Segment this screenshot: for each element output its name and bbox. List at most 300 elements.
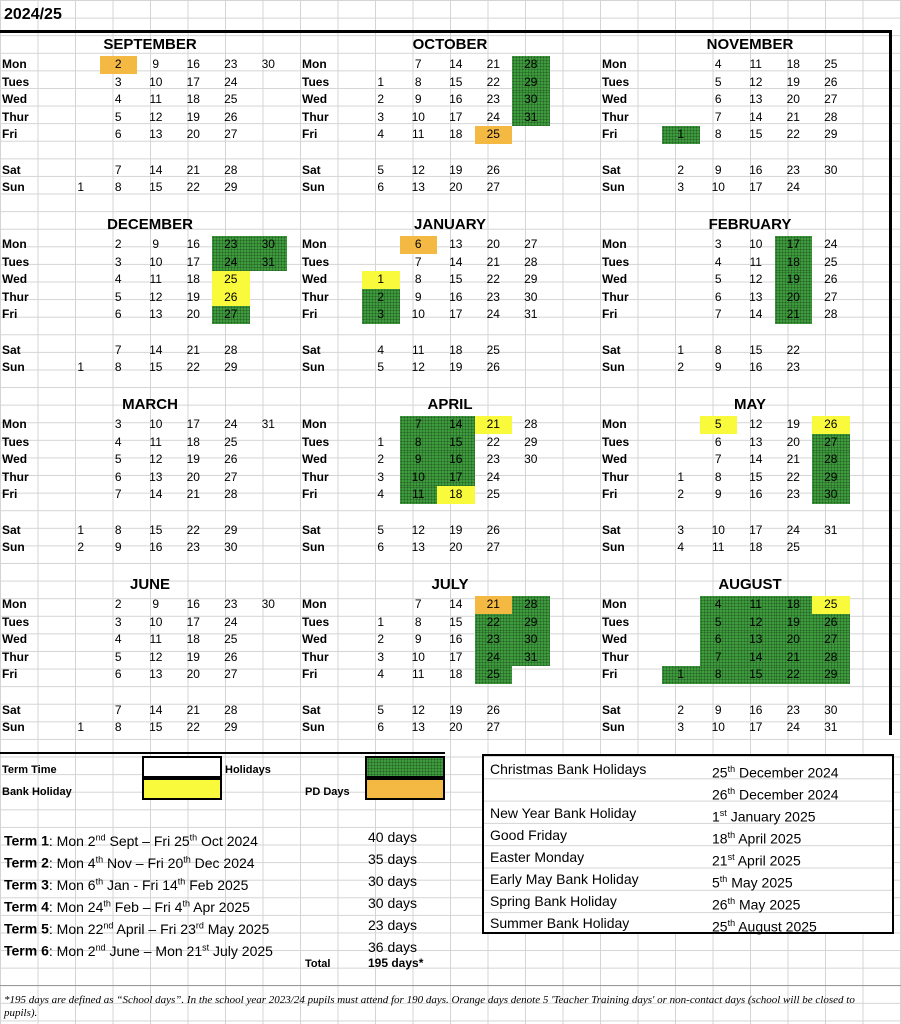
day-cell: 31 xyxy=(512,649,550,667)
weekday-label: Sat xyxy=(2,702,21,717)
day-cell: 14 xyxy=(749,109,763,124)
day-cell: 9 xyxy=(714,487,722,502)
day-cell xyxy=(512,126,550,144)
weekday-label: Mon xyxy=(302,597,327,611)
day-cell: 8 xyxy=(114,720,122,735)
day-cell: 5 xyxy=(377,702,385,717)
day-cell: 9 xyxy=(152,57,160,71)
day-cell: 4 xyxy=(700,596,738,614)
month-name: DECEMBER xyxy=(107,216,193,233)
weekday-label: Tues xyxy=(2,74,30,89)
month-december xyxy=(0,216,300,396)
weekday-label: Thur xyxy=(602,469,629,484)
weekday-label: Wed xyxy=(602,632,628,647)
day-cell: 4 xyxy=(377,667,385,682)
day-cell: 27 xyxy=(824,92,838,107)
day-cell: 27 xyxy=(824,289,838,304)
legend-bank-holiday-swatch xyxy=(142,778,222,800)
day-cell: 23 xyxy=(486,289,500,304)
day-cell: 7 xyxy=(114,487,122,502)
weekday-label: Thur xyxy=(602,109,629,124)
weekday-label: Wed xyxy=(302,92,328,107)
day-cell: 19 xyxy=(186,452,200,467)
day-cell: 4 xyxy=(114,272,122,287)
day-cell: 20 xyxy=(486,237,500,251)
day-cell xyxy=(62,342,100,360)
day-cell: 9 xyxy=(152,237,160,251)
day-cell: 29 xyxy=(512,614,550,632)
day-cell xyxy=(250,631,288,649)
weekday-label: Mon xyxy=(602,597,627,611)
day-cell: 9 xyxy=(400,451,438,469)
day-cell: 6 xyxy=(377,540,385,555)
day-cell xyxy=(662,109,700,127)
day-cell: 4 xyxy=(114,92,122,107)
day-cell xyxy=(62,666,100,684)
day-cell: 10 xyxy=(749,237,763,251)
day-cell: 11 xyxy=(412,342,425,357)
bank-holiday-date: 1st January 2025 xyxy=(712,808,816,825)
day-cell: 6 xyxy=(400,236,438,254)
day-cell: 26 xyxy=(486,360,500,375)
weekday-label: Mon xyxy=(2,237,27,251)
day-cell: 26 xyxy=(812,614,850,632)
day-cell: 8 xyxy=(114,180,122,195)
day-cell: 29 xyxy=(524,434,538,449)
day-cell: 7 xyxy=(714,307,722,322)
day-cell: 17 xyxy=(749,522,763,537)
day-cell: 18 xyxy=(775,596,813,614)
day-cell xyxy=(812,179,850,197)
term-dates: : Mon 6th Jan - Fri 14th Feb 2025 xyxy=(48,876,249,893)
day-cell xyxy=(512,719,550,737)
day-cell xyxy=(662,631,700,649)
day-cell: 14 xyxy=(449,254,463,269)
weekday-label: Wed xyxy=(302,452,328,467)
day-cell: 14 xyxy=(149,487,163,502)
day-cell: 13 xyxy=(149,667,163,682)
weekday-label: Mon xyxy=(302,417,327,431)
day-cell: 21 xyxy=(775,649,813,667)
day-cell xyxy=(62,486,100,504)
day-cell xyxy=(62,271,100,289)
day-cell: 23 xyxy=(224,57,238,71)
bank-holiday-row xyxy=(490,913,890,933)
day-cell: 24 xyxy=(486,469,500,484)
divider xyxy=(0,985,901,986)
weekday-label: Sun xyxy=(302,540,325,555)
day-cell: 13 xyxy=(737,631,775,649)
day-cell: 22 xyxy=(775,666,813,684)
day-cell: 7 xyxy=(714,109,722,124)
day-cell xyxy=(812,342,850,360)
day-cell xyxy=(362,56,400,74)
weekday-label: Wed xyxy=(302,632,328,647)
day-cell xyxy=(662,596,700,614)
day-cell xyxy=(250,109,288,127)
day-cell: 15 xyxy=(749,342,763,357)
day-cell: 22 xyxy=(486,74,500,89)
day-cell: 30 xyxy=(250,236,288,254)
month-name: NOVEMBER xyxy=(706,36,794,53)
day-cell: 28 xyxy=(224,487,238,502)
day-cell: 15 xyxy=(749,469,763,484)
weekday-label: Sun xyxy=(602,360,625,375)
day-cell xyxy=(62,74,100,92)
weekday-label: Sat xyxy=(302,522,321,537)
month-name: MAY xyxy=(734,396,766,413)
bank-holiday-table xyxy=(482,754,894,934)
day-cell: 9 xyxy=(714,162,722,177)
bank-holiday-row xyxy=(490,891,890,911)
day-cell: 16 xyxy=(449,289,463,304)
day-cell: 23 xyxy=(786,487,800,502)
day-cell: 16 xyxy=(186,237,200,251)
day-cell: 10 xyxy=(149,74,163,89)
term-name: Term 5 xyxy=(4,920,49,937)
day-cell: 12 xyxy=(149,289,163,304)
day-cell: 30 xyxy=(261,597,275,611)
day-cell: 23 xyxy=(475,631,513,649)
day-cell: 12 xyxy=(749,74,763,89)
day-cell: 18 xyxy=(749,540,763,555)
weekday-label: Thur xyxy=(2,109,29,124)
day-cell: 2 xyxy=(100,56,138,74)
month-february xyxy=(600,216,900,396)
day-cell: 20 xyxy=(186,469,200,484)
day-cell: 7 xyxy=(114,702,122,717)
day-cell: 23 xyxy=(212,236,250,254)
weekday-label: Fri xyxy=(602,127,618,142)
day-cell xyxy=(62,614,100,632)
day-cell: 1 xyxy=(77,180,85,195)
day-cell: 29 xyxy=(224,522,238,537)
day-cell: 9 xyxy=(414,92,422,107)
day-cell: 2 xyxy=(377,632,385,647)
day-cell: 4 xyxy=(677,540,685,555)
day-cell xyxy=(662,74,700,92)
day-cell: 26 xyxy=(212,289,250,307)
day-cell: 10 xyxy=(149,614,163,629)
weekday-label: Sun xyxy=(602,720,625,735)
bank-holiday-date: 21st April 2025 xyxy=(712,852,801,869)
weekday-label: Mon xyxy=(302,57,327,71)
day-cell: 10 xyxy=(711,522,725,537)
day-cell: 18 xyxy=(186,632,200,647)
weekday-label: Thur xyxy=(302,649,329,664)
day-cell: 19 xyxy=(186,289,200,304)
day-cell: 2 xyxy=(362,289,400,307)
day-cell: 20 xyxy=(449,720,463,735)
day-cell: 6 xyxy=(714,92,722,107)
term-days: 40 days xyxy=(368,829,418,845)
term-dates: : Mon 24th Feb – Fri 4th Apr 2025 xyxy=(48,898,250,915)
day-cell: 28 xyxy=(524,254,538,269)
day-cell: 13 xyxy=(149,307,163,322)
day-cell: 3 xyxy=(677,180,685,195)
day-cell: 6 xyxy=(714,434,722,449)
day-cell: 26 xyxy=(224,649,238,664)
day-cell: 10 xyxy=(711,180,725,195)
day-cell: 25 xyxy=(224,92,238,107)
day-cell: 16 xyxy=(186,57,200,71)
day-cell: 24 xyxy=(486,109,500,124)
weekday-label: Sun xyxy=(302,720,325,735)
day-cell: 3 xyxy=(377,109,385,124)
term-days: 36 days xyxy=(368,939,418,955)
day-cell: 12 xyxy=(411,702,425,717)
weekday-label: Sun xyxy=(2,720,25,735)
day-cell: 11 xyxy=(400,486,438,504)
weekday-label: Thur xyxy=(602,289,629,304)
weekday-label: Tues xyxy=(2,434,30,449)
day-cell: 20 xyxy=(775,289,813,307)
day-cell xyxy=(250,162,288,180)
bank-holiday-name: Christmas Bank Holidays xyxy=(490,761,647,777)
day-cell xyxy=(250,126,288,144)
day-cell: 27 xyxy=(524,237,538,251)
day-cell: 22 xyxy=(486,434,500,449)
term-dates: : Mon 4th Nov – Fri 20th Dec 2024 xyxy=(48,854,255,871)
day-cell: 26 xyxy=(824,74,838,89)
weekday-label: Mon xyxy=(2,57,27,71)
weekday-label: Mon xyxy=(2,417,27,431)
day-cell: 21 xyxy=(775,306,813,324)
day-cell: 22 xyxy=(786,342,800,357)
day-cell: 20 xyxy=(186,667,200,682)
day-cell: 29 xyxy=(224,360,238,375)
day-cell: 20 xyxy=(775,631,813,649)
month-name: MARCH xyxy=(122,396,178,413)
day-cell: 25 xyxy=(824,254,838,269)
day-cell: 27 xyxy=(812,434,850,452)
bank-holiday-name: New Year Bank Holiday xyxy=(490,805,637,821)
day-cell: 3 xyxy=(377,469,385,484)
term-row xyxy=(4,848,474,870)
day-cell: 8 xyxy=(714,127,722,142)
day-cell: 18 xyxy=(449,667,463,682)
day-cell xyxy=(662,451,700,469)
day-cell: 12 xyxy=(411,522,425,537)
day-cell: 8 xyxy=(700,666,738,684)
day-cell xyxy=(512,522,550,540)
day-cell: 10 xyxy=(149,254,163,269)
weekday-label: Thur xyxy=(602,649,629,664)
day-cell xyxy=(512,486,550,504)
day-cell xyxy=(512,539,550,557)
day-cell: 12 xyxy=(749,272,763,287)
month-july xyxy=(300,576,600,756)
term-row xyxy=(4,892,474,914)
day-cell: 11 xyxy=(749,57,762,71)
day-cell xyxy=(662,416,700,434)
day-cell: 11 xyxy=(712,540,725,555)
day-cell xyxy=(62,236,100,254)
day-cell: 9 xyxy=(714,702,722,717)
day-cell: 15 xyxy=(749,127,763,142)
day-cell xyxy=(250,451,288,469)
day-cell: 24 xyxy=(486,307,500,322)
term-dates: : Mon 22nd April – Fri 23rd May 2025 xyxy=(48,920,270,937)
term-days: 35 days xyxy=(368,851,418,867)
legend-pd-days-swatch xyxy=(365,778,445,800)
weekday-label: Sun xyxy=(602,180,625,195)
day-cell: 20 xyxy=(786,434,800,449)
day-cell: 3 xyxy=(714,237,722,251)
weekday-label: Thur xyxy=(302,469,329,484)
day-cell: 15 xyxy=(449,74,463,89)
day-cell: 28 xyxy=(224,342,238,357)
day-cell: 2 xyxy=(77,540,85,555)
bank-holiday-name: Easter Monday xyxy=(490,849,585,865)
bank-holiday-date: 5th May 2025 xyxy=(712,874,793,891)
day-cell: 23 xyxy=(224,597,238,611)
day-cell xyxy=(362,236,400,254)
weekday-label: Sun xyxy=(2,540,25,555)
day-cell: 18 xyxy=(449,127,463,142)
day-cell: 5 xyxy=(377,360,385,375)
day-cell: 14 xyxy=(749,452,763,467)
term-days: 30 days xyxy=(368,873,418,889)
day-cell: 16 xyxy=(749,162,763,177)
day-cell: 16 xyxy=(437,451,475,469)
day-cell: 13 xyxy=(411,180,425,195)
bank-holiday-row xyxy=(490,759,890,779)
day-cell: 13 xyxy=(749,289,763,304)
day-cell: 16 xyxy=(749,360,763,375)
day-cell: 1 xyxy=(377,74,385,89)
day-cell: 25 xyxy=(224,434,238,449)
day-cell: 18 xyxy=(186,272,200,287)
day-cell: 26 xyxy=(486,702,500,717)
day-cell xyxy=(62,162,100,180)
day-cell: 22 xyxy=(475,614,513,632)
day-cell xyxy=(62,254,100,272)
weekday-label: Tues xyxy=(602,254,630,269)
day-cell: 9 xyxy=(152,597,160,611)
day-cell: 6 xyxy=(114,307,122,322)
day-cell: 19 xyxy=(186,649,200,664)
day-cell: 27 xyxy=(224,667,238,682)
day-cell: 4 xyxy=(377,487,385,502)
day-cell: 2 xyxy=(677,487,685,502)
day-cell: 6 xyxy=(377,180,385,195)
day-cell: 1 xyxy=(677,342,685,357)
weekday-label: Mon xyxy=(602,237,627,251)
bank-holiday-name: Good Friday xyxy=(490,827,568,843)
day-cell xyxy=(62,289,100,307)
weekday-label: Fri xyxy=(2,487,18,502)
day-cell: 2 xyxy=(677,702,685,717)
day-cell: 28 xyxy=(524,417,538,431)
day-cell: 3 xyxy=(677,522,685,537)
day-cell: 9 xyxy=(714,360,722,375)
day-cell: 12 xyxy=(737,614,775,632)
day-cell: 22 xyxy=(186,720,200,735)
day-cell: 7 xyxy=(714,452,722,467)
weekday-label: Sun xyxy=(302,180,325,195)
month-name: JULY xyxy=(431,576,469,593)
day-cell: 6 xyxy=(114,667,122,682)
day-cell: 8 xyxy=(114,360,122,375)
day-cell xyxy=(62,649,100,667)
month-name: OCTOBER xyxy=(412,36,488,53)
day-cell: 9 xyxy=(114,540,122,555)
day-cell: 16 xyxy=(749,702,763,717)
day-cell: 27 xyxy=(486,540,500,555)
day-cell: 3 xyxy=(114,74,122,89)
day-cell: 8 xyxy=(114,522,122,537)
day-cell: 10 xyxy=(400,469,438,487)
day-cell: 13 xyxy=(149,469,163,484)
day-cell: 6 xyxy=(700,631,738,649)
day-cell xyxy=(362,416,400,434)
day-cell: 20 xyxy=(449,540,463,555)
weekday-label: Sat xyxy=(602,162,621,177)
day-cell: 6 xyxy=(114,469,122,484)
weekday-label: Sat xyxy=(2,162,21,177)
term-row xyxy=(4,936,474,958)
day-cell: 28 xyxy=(512,596,550,614)
day-cell xyxy=(250,342,288,360)
day-cell: 19 xyxy=(449,360,463,375)
day-cell: 15 xyxy=(149,360,163,375)
day-cell: 23 xyxy=(786,702,800,717)
day-cell: 15 xyxy=(449,272,463,287)
day-cell: 20 xyxy=(786,92,800,107)
bank-holiday-row xyxy=(490,869,890,889)
day-cell: 24 xyxy=(786,522,800,537)
day-cell: 1 xyxy=(662,666,700,684)
weekday-label: Wed xyxy=(2,92,28,107)
weekday-label: Fri xyxy=(302,667,318,682)
weekday-label: Sat xyxy=(302,702,321,717)
day-cell: 5 xyxy=(114,649,122,664)
day-cell: 15 xyxy=(449,614,463,629)
day-cell: 17 xyxy=(186,254,200,269)
day-cell xyxy=(362,596,400,614)
day-cell: 26 xyxy=(824,272,838,287)
day-cell: 5 xyxy=(377,162,385,177)
day-cell: 24 xyxy=(224,614,238,629)
day-cell xyxy=(250,74,288,92)
day-cell: 31 xyxy=(824,522,838,537)
day-cell: 27 xyxy=(486,180,500,195)
legend-term-time-swatch xyxy=(142,756,222,778)
day-cell: 15 xyxy=(149,522,163,537)
weekday-label: Wed xyxy=(2,632,28,647)
day-cell: 5 xyxy=(377,522,385,537)
day-cell: 23 xyxy=(786,162,800,177)
day-cell: 18 xyxy=(186,92,200,107)
day-cell: 5 xyxy=(700,614,738,632)
day-cell: 30 xyxy=(512,631,550,649)
month-march xyxy=(0,396,300,576)
day-cell: 20 xyxy=(186,127,200,142)
day-cell: 22 xyxy=(186,522,200,537)
day-cell: 18 xyxy=(775,254,813,272)
day-cell xyxy=(512,342,550,360)
day-cell xyxy=(662,236,700,254)
legend-bank-holiday-label: Bank Holiday xyxy=(2,786,72,798)
day-cell: 17 xyxy=(749,720,763,735)
day-cell: 22 xyxy=(486,272,500,287)
day-cell: 24 xyxy=(224,417,238,431)
day-cell: 16 xyxy=(149,540,163,555)
day-cell: 7 xyxy=(114,162,122,177)
bank-holiday-date: 25th August 2025 xyxy=(712,918,817,935)
day-cell: 15 xyxy=(437,434,475,452)
